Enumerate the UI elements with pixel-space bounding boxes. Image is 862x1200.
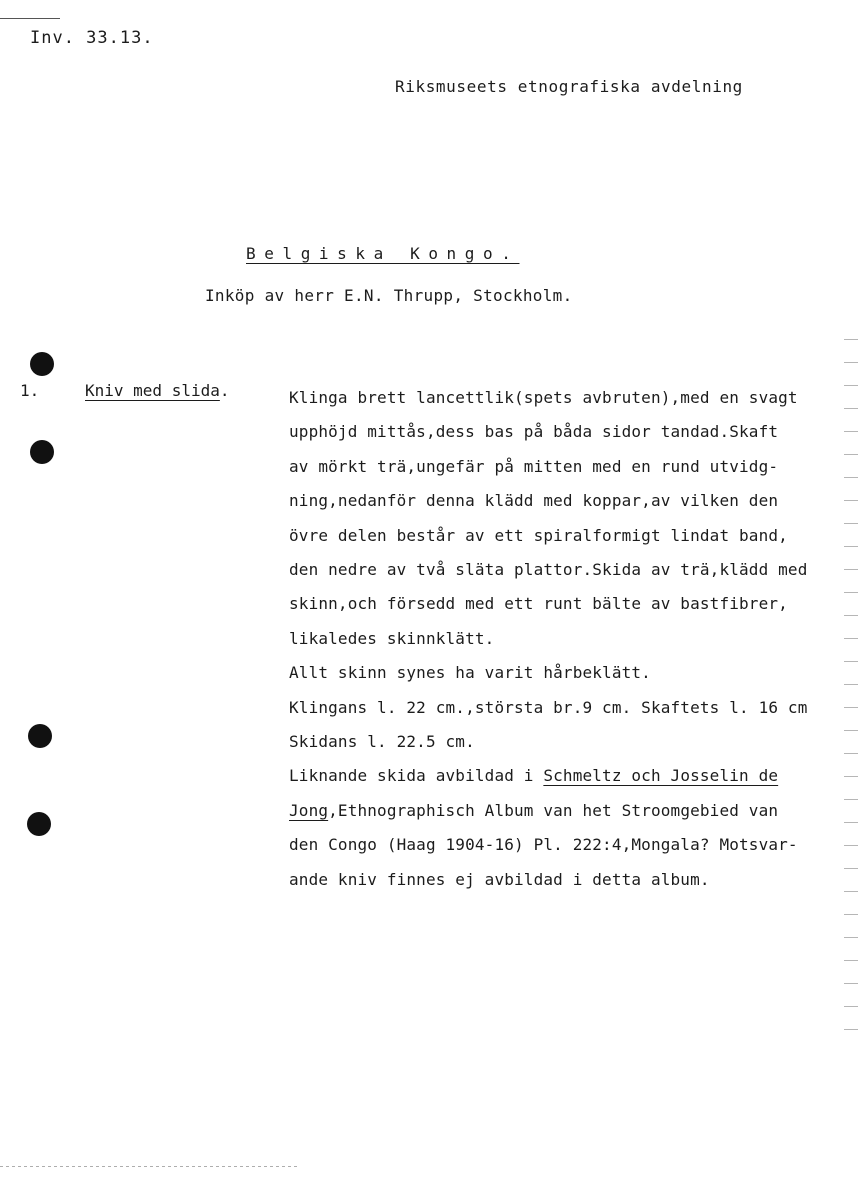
inventory-number: Inv. 33.13. [30, 28, 154, 48]
description-line: likaledes skinnklätt. [289, 628, 495, 648]
reference-lead: Liknande skida avbildad i [289, 766, 544, 786]
description-line: Allt skinn synes ha varit hårbeklätt. [289, 663, 651, 683]
description-line: Skidans l. 22.5 cm. [289, 732, 475, 752]
item-title [85, 381, 230, 400]
description-line: den Congo (Haag 1904-16) Pl. 222:4,Mongala? Motsvar- [289, 835, 798, 855]
description-line: av mörkt trä,ungefär på mitten med en rund utvidg- [289, 456, 779, 476]
region-title: Belgiska Kongo. [246, 244, 520, 263]
description-line: upphöjd mittås,dess bas på båda sidor tandad.Skaft [289, 422, 779, 442]
scan-edge-specks [844, 330, 858, 1030]
item-number: 1. [20, 381, 40, 400]
punch-hole-2 [30, 440, 54, 464]
bottom-scan-mark [0, 1166, 300, 1167]
top-scan-mark [0, 18, 60, 19]
description-line: skinn,och försedd med ett runt bälte av bastfibrer, [289, 594, 788, 614]
purchase-note: Inköp av herr E.N. Thrupp, Stockholm. [205, 286, 573, 305]
item-title-text: Kniv med slida [85, 381, 220, 400]
punch-hole-3 [28, 724, 52, 748]
item-description [289, 381, 849, 897]
description-line: övre delen består av ett spiralformigt lindat band, [289, 525, 788, 545]
reference-author-end: Jong [289, 800, 329, 820]
punch-hole-4 [27, 812, 51, 836]
item-title-period: . [219, 381, 230, 400]
description-line: ande kniv finnes ej avbildad i detta album. [289, 869, 710, 889]
description-line-reference [289, 759, 849, 793]
description-line: ning,nedanför denna klädd med koppar,av vilken den [289, 491, 779, 511]
description-line: den nedre av två släta plattor.Skida av trä,klädd med [289, 560, 808, 580]
reference-title: ,Ethnographisch Album van het Stroomgebied van [328, 800, 779, 820]
punch-hole-1 [30, 352, 54, 376]
institution-heading: Riksmuseets etnografiska avdelning [395, 77, 743, 96]
reference-authors: Schmeltz och Josselin de [543, 766, 779, 786]
description-line: Klingans l. 22 cm.,största br.9 cm. Skaftets l. 16 cm [289, 697, 808, 717]
description-line: Klinga brett lancettlik(spets avbruten),med en svagt [289, 388, 798, 407]
description-line-reference-cont [289, 794, 849, 828]
